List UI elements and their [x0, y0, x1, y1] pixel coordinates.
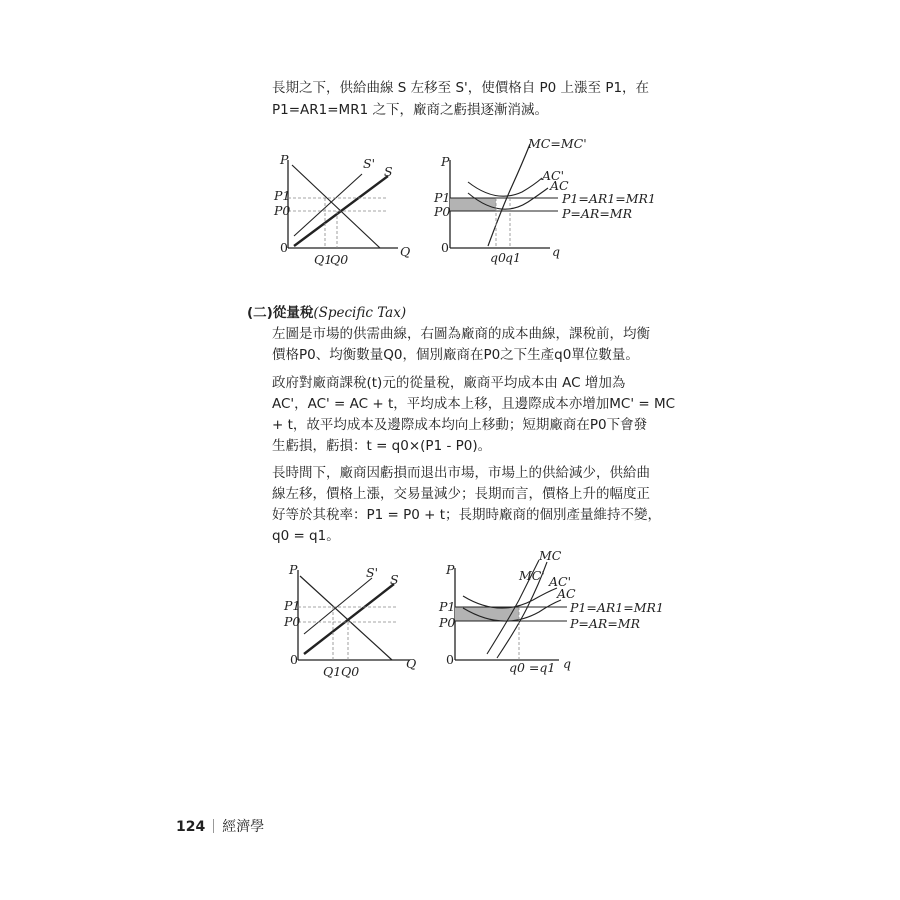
mcp-label: MC': [519, 568, 545, 583]
p0-label: P0: [284, 614, 301, 629]
section-heading: [247, 303, 406, 323]
intro-line-2: P1=AR1=MR1 之下，廠商之虧損逐漸消滅。: [272, 102, 548, 118]
page-number: 124: [176, 819, 206, 835]
ac-label: AC: [550, 178, 569, 193]
x-axis-label: q: [563, 656, 572, 671]
x-axis-label: Q: [406, 656, 417, 671]
para2-line-3: + t，故平均成本及邊際成本均向上移動；短期廠商在P0下會發: [272, 417, 648, 433]
supply-new-label: S': [363, 156, 375, 171]
section-heading-zh: (二)從量稅: [247, 305, 314, 321]
acp-label: AC': [542, 168, 565, 183]
p1-label: P1: [274, 188, 291, 203]
q1-label: Q1: [314, 252, 333, 267]
p-ar-mr-label: P=AR=MR: [570, 616, 641, 631]
supply-curve: [304, 584, 394, 654]
acp-curve: [468, 178, 542, 196]
acp-curve: [463, 588, 557, 608]
acp-label: AC': [549, 574, 572, 589]
y-axis-label: P: [280, 152, 289, 167]
supply-curve-new: [294, 174, 362, 236]
p1-label: P1: [439, 599, 456, 614]
section-heading-en: (Specific Tax): [313, 305, 407, 321]
p-ar-mr-label: P=AR=MR: [562, 206, 633, 221]
x-axis-label: Q: [400, 244, 411, 259]
q1-label: q1: [505, 250, 521, 265]
figure1-market-graph: [274, 150, 415, 270]
intro-line-1: 長期之下，供給曲線 S 左移至 S'，使價格自 P0 上漲至 P1，在: [272, 80, 650, 96]
q0-label: q0: [490, 250, 506, 265]
supply-label: S: [390, 572, 399, 587]
para3-line-4: q0 = q1。: [272, 528, 340, 544]
loss-area: [450, 198, 496, 211]
para1-line-1: 左圖是市場的供需曲線，右圖為廠商的成本曲線，課稅前，均衡: [272, 326, 650, 342]
p0-label: P0: [274, 203, 291, 218]
origin-label: 0: [280, 240, 288, 255]
origin-label: 0: [446, 652, 454, 667]
p0-label: P0: [434, 204, 451, 219]
q1-label: Q1: [323, 664, 342, 679]
para3-line-3: 好等於其稅率：P1 = P0 + t；長期時廠商的個別產量維持不變，: [272, 507, 662, 523]
q0-q1-label: q0 =q1: [509, 660, 556, 675]
p1-ar-mr-label: P1=AR1=MR1: [562, 191, 656, 206]
mc-label: MC=MC': [528, 136, 587, 151]
p1-label: P1: [434, 190, 451, 205]
supply-curve-new: [304, 578, 372, 634]
para2-line-4: 生虧損，虧損：t = q0×(P1 - P0)。: [272, 438, 492, 454]
para3-line-1: 長時間下，廠商因虧損而退出市場，市場上的供給減少，供給曲: [272, 465, 650, 481]
p1-ar-mr-label: P1=AR1=MR1: [570, 600, 664, 615]
demand-curve: [292, 165, 380, 248]
figure2-market-graph: [284, 560, 425, 682]
p0-label: P0: [439, 615, 456, 630]
book-title: 經濟學: [222, 819, 265, 835]
p1-label: P1: [284, 598, 301, 613]
q0-label: Q0: [341, 664, 360, 679]
y-axis-label: P: [441, 154, 450, 169]
para3-line-2: 線左移，價格上漲，交易量減少；長期而言，價格上升的幅度正: [272, 486, 650, 502]
origin-label: 0: [441, 240, 449, 255]
para1-line-2: 價格P0、均衡數量Q0，個別廠商在P0之下生產q0單位數量。: [272, 347, 639, 363]
para2-line-1: 政府對廠商課稅(t)元的從量稅，廠商平均成本由 AC 增加為: [272, 375, 626, 391]
supply-label: S: [384, 164, 393, 179]
figure1-firm-graph: [434, 136, 668, 265]
mc-label: MC: [539, 548, 562, 563]
y-axis-label: P: [289, 562, 298, 577]
ac-label: AC: [557, 586, 576, 601]
origin-label: 0: [290, 652, 298, 667]
y-axis-label: P: [446, 562, 455, 577]
q0-label: Q0: [330, 252, 349, 267]
x-axis-label: q: [552, 244, 561, 259]
page-footer: [176, 816, 264, 836]
figure2-firm-graph: [439, 548, 673, 676]
supply-new-label: S': [366, 565, 378, 580]
footer-divider: [213, 819, 214, 833]
para2-line-2: AC'，AC' = AC + t，平均成本上移，且邊際成本亦增加MC' = MC: [272, 396, 676, 412]
